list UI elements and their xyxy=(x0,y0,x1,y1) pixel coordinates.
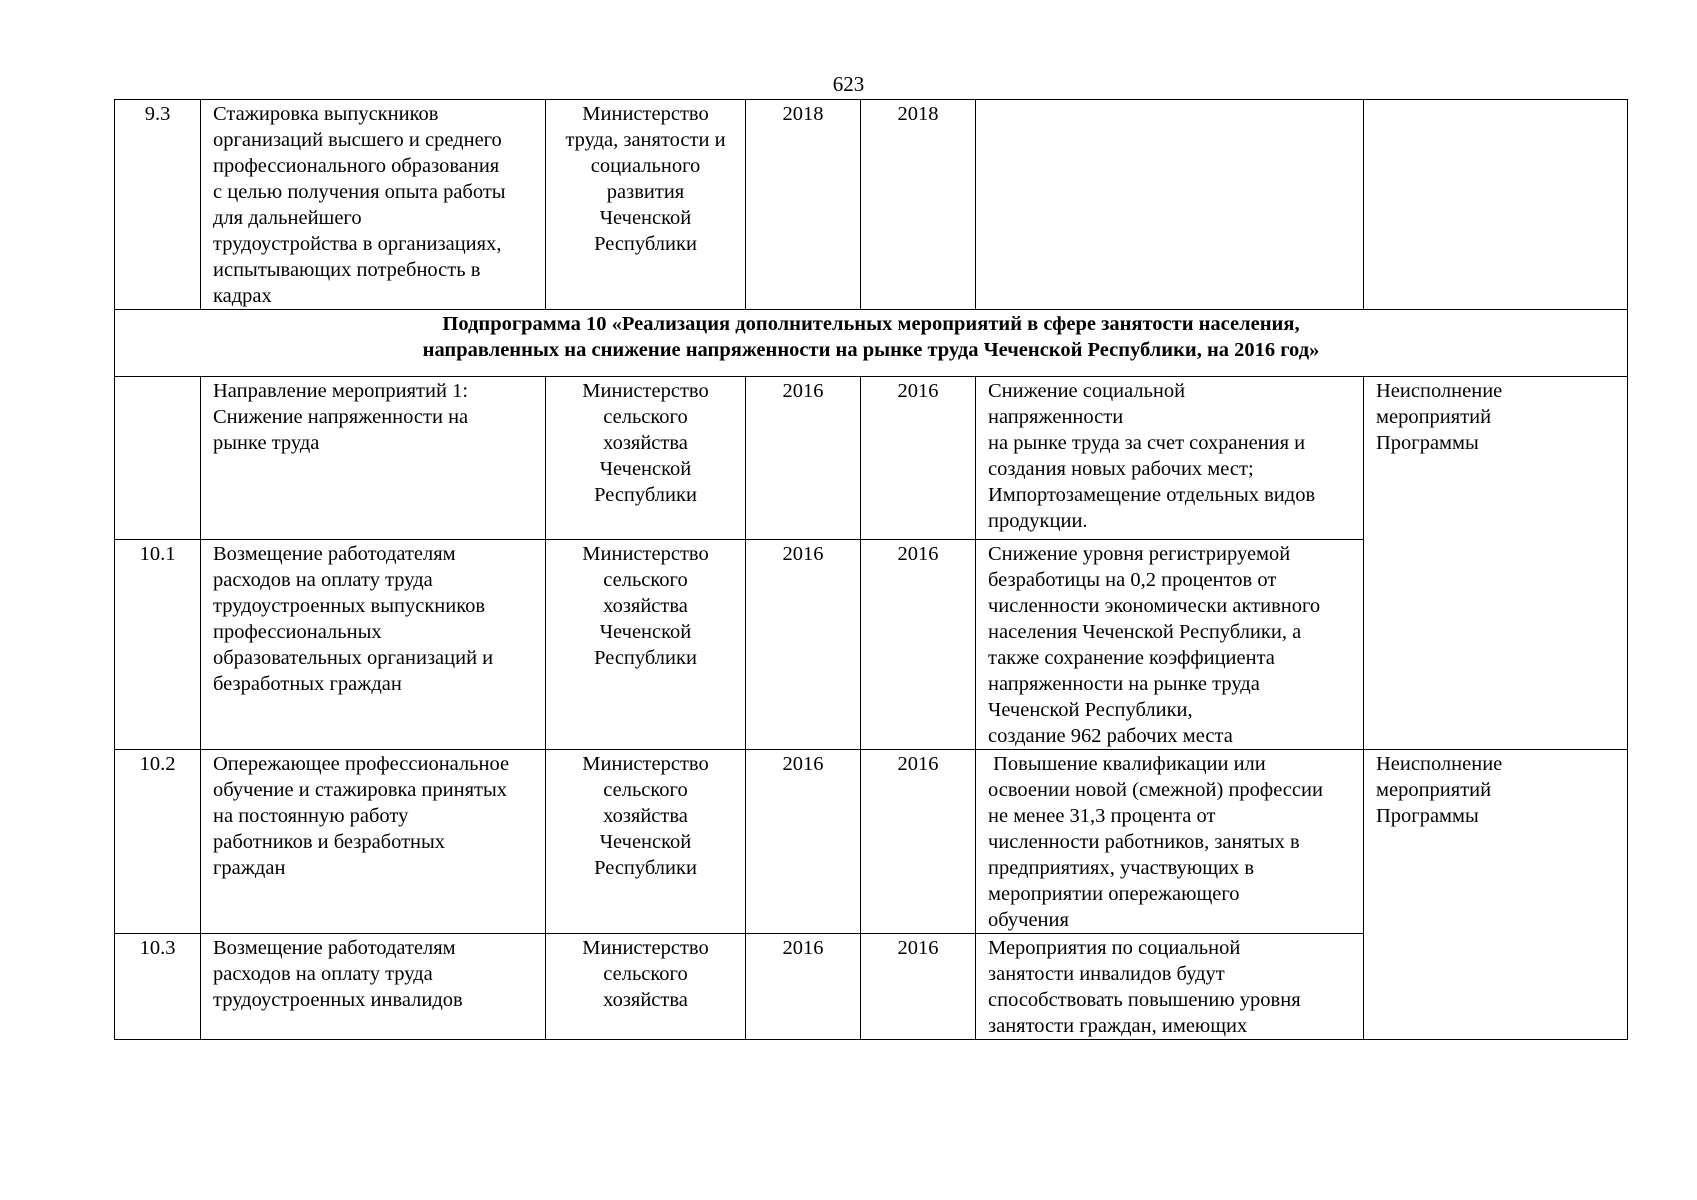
expected-result-cell xyxy=(976,377,1364,540)
page-number: 623 xyxy=(832,72,865,96)
activity-name-line: испытывающих потребность в xyxy=(213,259,481,281)
subprogram-title-line: направленных на снижение напряженности на рынке труда Чеченской Республики, на 2016 год» xyxy=(422,339,1320,361)
expected-result-line: Импортозамещение отдельных видов xyxy=(988,484,1316,506)
executor-cell xyxy=(546,750,746,934)
executor-line: Министерство xyxy=(582,937,709,959)
executor-line: Министерство xyxy=(582,753,709,775)
expected-result-line: занятости инвалидов будут xyxy=(988,963,1225,985)
row-number: 10.3 xyxy=(115,934,201,1040)
risk-line: Неисполнение xyxy=(1376,753,1503,775)
activity-name-line: трудоустроенных инвалидов xyxy=(213,989,463,1011)
executor-line: хозяйства xyxy=(603,989,688,1011)
activity-name-line: с целью получения опыта работы xyxy=(213,181,506,203)
executor-line: хозяйства xyxy=(603,595,688,617)
end-year: 2016 xyxy=(861,934,976,1040)
activity-name-line: Возмещение работодателям xyxy=(213,543,456,565)
executor-line: Министерство xyxy=(582,543,709,565)
table-row-direction-1 xyxy=(115,377,1628,540)
activity-name-line: организаций высшего и среднего xyxy=(213,129,502,151)
expected-result-line: Снижение социальной xyxy=(988,380,1186,402)
executor-line: Республики xyxy=(594,647,697,669)
executor-cell xyxy=(546,377,746,540)
expected-result-line: не менее 31,3 процента от xyxy=(988,805,1216,827)
executor-line: социального xyxy=(590,155,701,177)
subprogram-title xyxy=(115,310,1628,377)
expected-result-line: Снижение уровня регистрируемой xyxy=(988,543,1291,565)
expected-result-line: мероприятии опережающего xyxy=(988,883,1240,905)
activity-name-line: трудоустройства в организациях, xyxy=(213,233,502,255)
activity-name-line: обучение и стажировка принятых xyxy=(213,779,507,801)
start-year: 2016 xyxy=(746,540,861,750)
subprogram-title-line: Подпрограмма 10 «Реализация дополнительных мероприятий в сфере занятости населения, xyxy=(442,313,1300,335)
executor-line: сельского xyxy=(603,406,688,428)
executor-line: сельского xyxy=(603,569,688,591)
executor-line: Чеченской xyxy=(599,621,692,643)
row-number: 10.2 xyxy=(115,750,201,934)
program-table xyxy=(114,99,1628,1040)
activity-name-cell xyxy=(201,750,546,934)
risk-line: Программы xyxy=(1376,805,1479,827)
activity-name-line: расходов на оплату труда xyxy=(213,569,433,591)
activity-name-line: работников и безработных xyxy=(213,831,446,853)
expected-result-cell xyxy=(976,934,1364,1040)
activity-name-line: Опережающее профессиональное xyxy=(213,753,510,775)
activity-name-line: трудоустроенных выпускников xyxy=(213,595,486,617)
risk-line: мероприятий xyxy=(1376,779,1492,801)
end-year: 2018 xyxy=(861,100,976,310)
activity-name-line: граждан xyxy=(213,857,286,879)
expected-result-cell xyxy=(976,540,1364,750)
expected-result-line: Повышение квалификации или xyxy=(988,753,1266,775)
executor-line: Республики xyxy=(594,484,697,506)
row-number xyxy=(115,377,201,540)
activity-name-line: расходов на оплату труда xyxy=(213,963,433,985)
start-year: 2016 xyxy=(746,750,861,934)
expected-result-line: занятости граждан, имеющих xyxy=(988,1015,1248,1037)
risk-line: Программы xyxy=(1376,432,1479,454)
expected-result-line: освоении новой (смежной) профессии xyxy=(988,779,1323,801)
activity-name-cell xyxy=(201,540,546,750)
expected-result-line: обучения xyxy=(988,909,1069,931)
table-row-9-3 xyxy=(115,100,1628,310)
expected-result-line: создание 962 рабочих места xyxy=(988,725,1233,747)
executor-cell xyxy=(546,100,746,310)
executor-line: Республики xyxy=(594,857,697,879)
executor-line: Министерство xyxy=(582,103,709,125)
executor-cell xyxy=(546,934,746,1040)
activity-name-line: рынке труда xyxy=(213,432,320,454)
row-number: 9.3 xyxy=(115,100,201,310)
table-row-10-2 xyxy=(115,750,1628,934)
row-number: 10.1 xyxy=(115,540,201,750)
executor-cell xyxy=(546,540,746,750)
expected-result-cell xyxy=(976,100,1364,310)
activity-name-line: Снижение напряженности на xyxy=(213,406,469,428)
expected-result-line: способствовать повышению уровня xyxy=(988,989,1301,1011)
end-year: 2016 xyxy=(861,377,976,540)
expected-result-line: напряженности на рынке труда xyxy=(988,673,1260,695)
executor-line: сельского xyxy=(603,779,688,801)
expected-result-line: Чеченской Республики, xyxy=(988,699,1193,721)
expected-result-line: безработицы на 0,2 процентов от xyxy=(988,569,1277,591)
executor-line: сельского xyxy=(603,963,688,985)
subprogram-header-row xyxy=(115,310,1628,377)
activity-name-line: профессионального образования xyxy=(213,155,500,177)
expected-result-line: также сохранение коэффициента xyxy=(988,647,1275,669)
activity-name-line: Направление мероприятий 1: xyxy=(213,380,469,402)
end-year: 2016 xyxy=(861,540,976,750)
activity-name-cell xyxy=(201,934,546,1040)
executor-line: Чеченской xyxy=(599,831,692,853)
executor-line: труда, занятости и xyxy=(565,129,726,151)
executor-line: хозяйства xyxy=(603,805,688,827)
activity-name-line: для дальнейшего xyxy=(213,207,362,229)
risk-cell xyxy=(1364,377,1628,750)
risk-cell xyxy=(1364,750,1628,1040)
risk-line: мероприятий xyxy=(1376,406,1492,428)
activity-name-line: профессиональных xyxy=(213,621,382,643)
activity-name-line: Возмещение работодателям xyxy=(213,937,456,959)
expected-result-line: создания новых рабочих мест; xyxy=(988,458,1254,480)
executor-line: Чеченской xyxy=(599,207,692,229)
risk-cell xyxy=(1364,100,1628,310)
activity-name-line: кадрах xyxy=(213,285,272,307)
start-year: 2016 xyxy=(746,934,861,1040)
activity-name-line: на постоянную работу xyxy=(213,805,409,827)
expected-result-line: напряженности xyxy=(988,406,1124,428)
executor-line: Чеченской xyxy=(599,458,692,480)
executor-line: Министерство xyxy=(582,380,709,402)
expected-result-line: предприятиях, участвующих в xyxy=(988,857,1255,879)
activity-name-line: безработных граждан xyxy=(213,673,402,695)
expected-result-cell xyxy=(976,750,1364,934)
start-year: 2018 xyxy=(746,100,861,310)
activity-name-line: образовательных организаций и xyxy=(213,647,494,669)
expected-result-line: численности работников, занятых в xyxy=(988,831,1300,853)
expected-result-line: численности экономически активного xyxy=(988,595,1321,617)
expected-result-line: на рынке труда за счет сохранения и xyxy=(988,432,1306,454)
expected-result-line: населения Чеченской Республики, а xyxy=(988,621,1302,643)
risk-line: Неисполнение xyxy=(1376,380,1503,402)
executor-line: Республики xyxy=(594,233,697,255)
end-year: 2016 xyxy=(861,750,976,934)
expected-result-line: продукции. xyxy=(988,510,1088,532)
activity-name-cell xyxy=(201,100,546,310)
start-year: 2016 xyxy=(746,377,861,540)
expected-result-line: Мероприятия по социальной xyxy=(988,937,1241,959)
activity-name-cell xyxy=(201,377,546,540)
executor-line: хозяйства xyxy=(603,432,688,454)
executor-line: развития xyxy=(606,181,685,203)
activity-name-line: Стажировка выпускников xyxy=(213,103,439,125)
